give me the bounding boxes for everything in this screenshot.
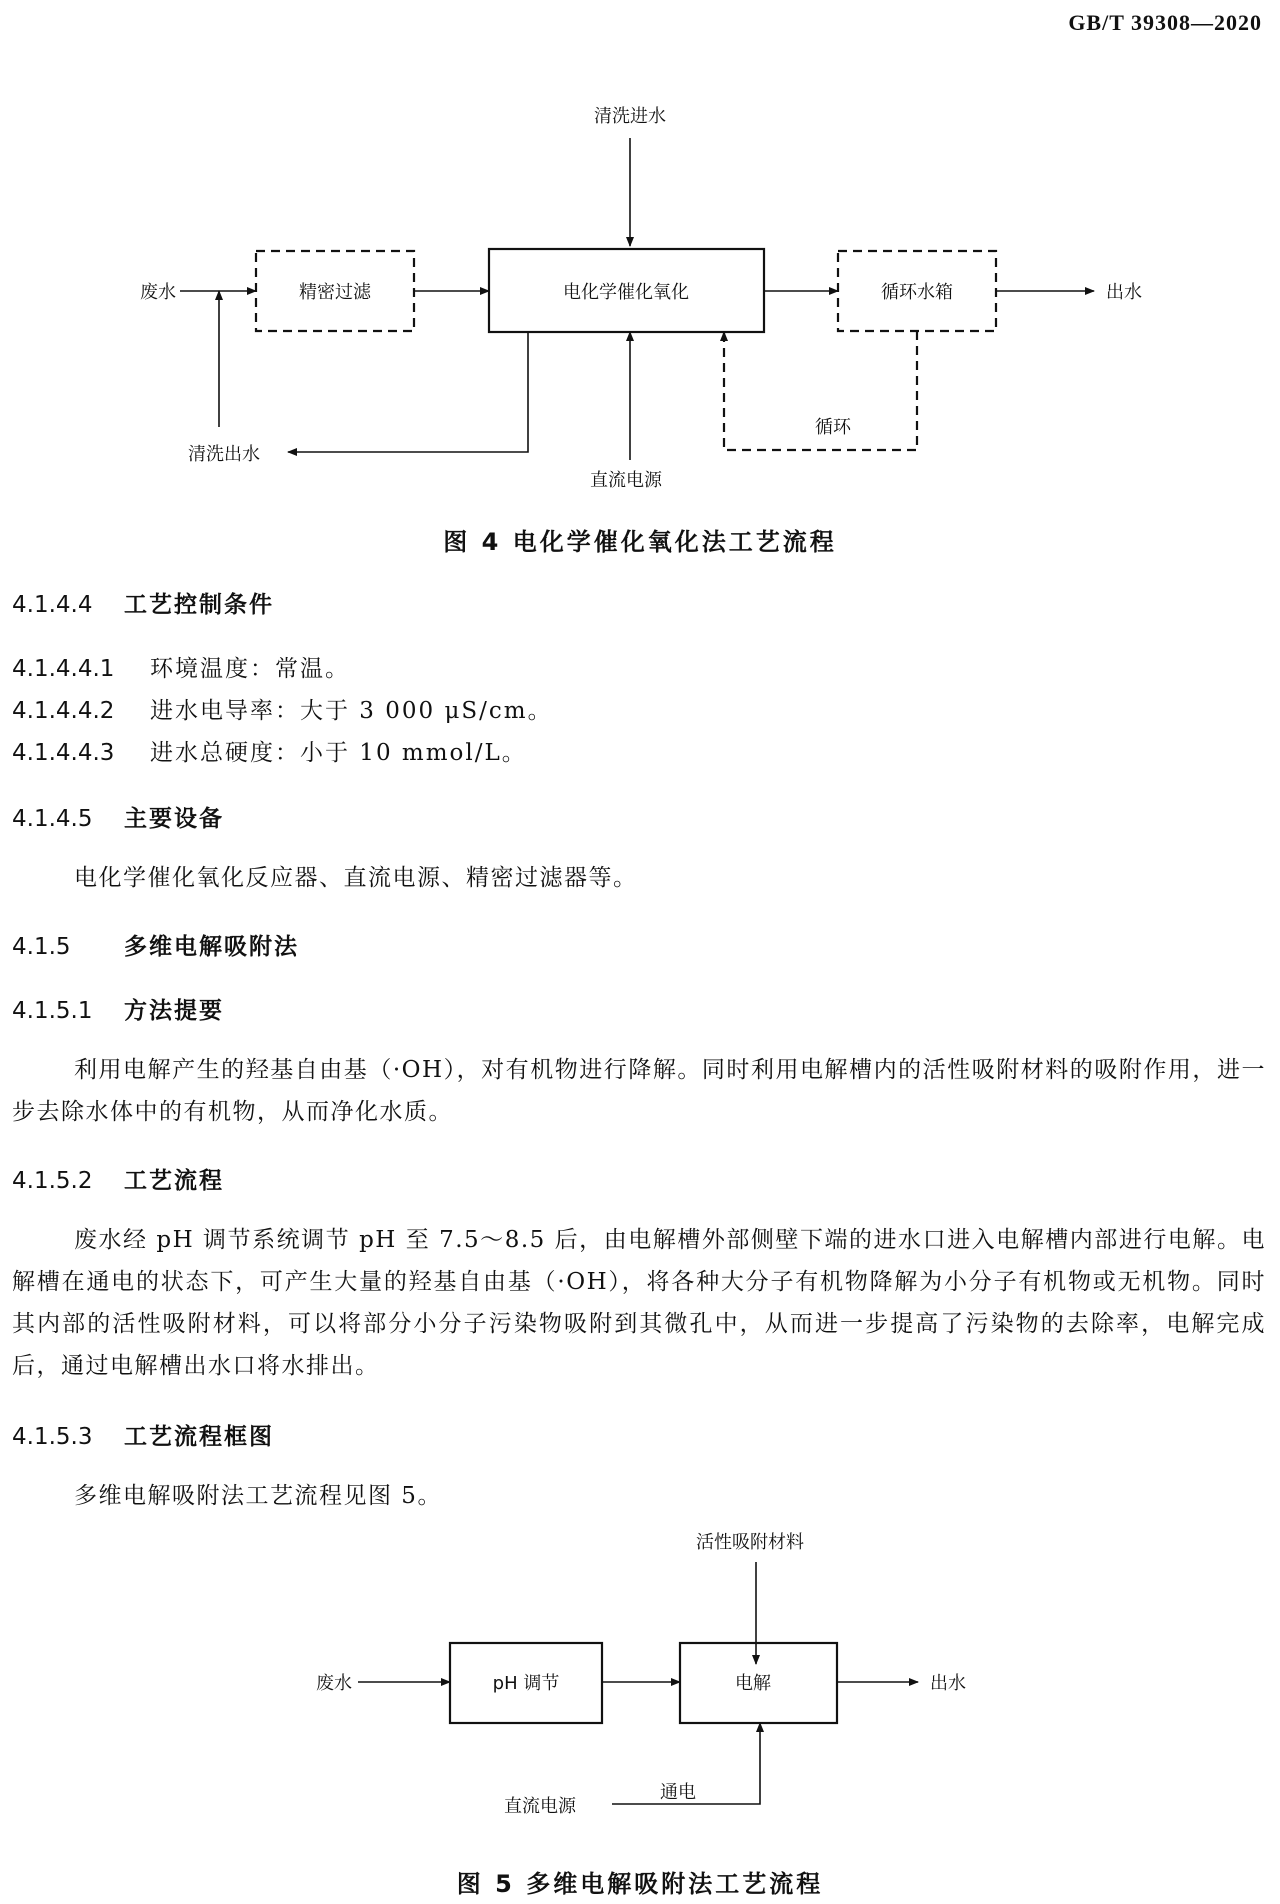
label-ph-adjust: pH 调节 [492, 1673, 560, 1694]
label-outlet: 出水 [1106, 282, 1142, 303]
section-title: 工艺流程 [124, 1168, 224, 1194]
paragraph-4-1-5-3: 多维电解吸附法工艺流程见图 5。 [74, 1483, 442, 1509]
section-4-1-5-2 [12, 1162, 224, 1195]
label-precision-filter: 精密过滤 [299, 282, 371, 303]
section-title: 多维电解吸附法 [124, 934, 299, 960]
section-4-1-4-4 [12, 586, 274, 619]
section-4-1-5-3 [12, 1418, 274, 1451]
section-title: 方法提要 [124, 998, 224, 1024]
clause-4-1-4-4-2 [12, 692, 553, 725]
label-electro-oxidation: 电化学催化氧化 [563, 282, 689, 303]
label-wastewater: 废水 [140, 282, 176, 303]
label-circulation-tank: 循环水箱 [881, 282, 953, 303]
figure-4-diagram [0, 0, 1280, 465]
standard-code: GB/T 39308—2020 [1068, 10, 1262, 35]
paragraph-4-1-4-5: 电化学催化氧化反应器、直流电源、精密过滤器等。 [74, 865, 638, 891]
label-energize: 通电 [660, 1782, 696, 1803]
label-wastewater-fig5: 废水 [316, 1673, 352, 1694]
label-electrolysis: 电解 [735, 1673, 771, 1694]
section-title: 工艺控制条件 [124, 592, 274, 618]
label-clean-in: 清洗进水 [594, 106, 666, 127]
section-number: 4.1.4.4 [12, 592, 93, 618]
clause-text: 进水总硬度：小于 10 mmol/L。 [150, 740, 527, 766]
line-reactor-drain [288, 332, 528, 452]
figure-4-caption: 图 4 电化学催化氧化法工艺流程 [443, 528, 837, 556]
section-number: 4.1.5.3 [12, 1424, 93, 1450]
label-circulation: 循环 [815, 417, 851, 438]
clause-number: 4.1.4.4.2 [12, 698, 115, 724]
section-number: 4.1.5 [12, 934, 71, 960]
clause-4-1-4-4-1 [12, 650, 350, 683]
section-4-1-4-5 [12, 800, 224, 833]
clause-text: 进水电导率：大于 3 000 μS/cm。 [150, 698, 553, 724]
section-4-1-5 [12, 928, 299, 961]
paragraph-4-1-5-2: 废水经 pH 调节系统调节 pH 至 7.5～8.5 后，由电解槽外部侧壁下端的进水口进入电解槽内部进行电解。电解槽在通电的状态下，可产生大量的羟基自由基（·OH），将各种大分子有机物降解为小分子有机物或无机物。同时其内部的活性吸附材料，可以将部分小分子污染物吸附到其微孔中，从而进一步提高了污染物的去除率，电解完成后，通过电解槽出水口将水排出。 [12, 1227, 1266, 1379]
clause-text: 环境温度：常温。 [150, 656, 350, 682]
clause-number: 4.1.4.4.1 [12, 656, 115, 682]
section-title: 工艺流程框图 [124, 1424, 274, 1450]
label-clean-out: 清洗出水 [188, 444, 260, 465]
section-number: 4.1.5.1 [12, 998, 93, 1024]
section-title: 主要设备 [124, 806, 224, 832]
label-adsorbent: 活性吸附材料 [696, 1532, 804, 1553]
section-4-1-5-1 [12, 992, 224, 1025]
clause-4-1-4-4-3 [12, 734, 527, 767]
label-outlet-fig5: 出水 [930, 1673, 966, 1694]
label-dc-power-fig5: 直流电源 [504, 1796, 576, 1817]
clause-number: 4.1.4.4.3 [12, 740, 115, 766]
section-number: 4.1.4.5 [12, 806, 93, 832]
label-dc-power-fig4: 直流电源 [590, 470, 662, 491]
paragraph-4-1-5-1: 利用电解产生的羟基自由基（·OH），对有机物进行降解。同时利用电解槽内的活性吸附材料的吸附作用，进一步去除水体中的有机物，从而净化水质。 [12, 1057, 1266, 1125]
section-number: 4.1.5.2 [12, 1168, 93, 1194]
figure-5-caption: 图 5 多维电解吸附法工艺流程 [456, 1870, 824, 1898]
figure-5-diagram [0, 1520, 1280, 1840]
